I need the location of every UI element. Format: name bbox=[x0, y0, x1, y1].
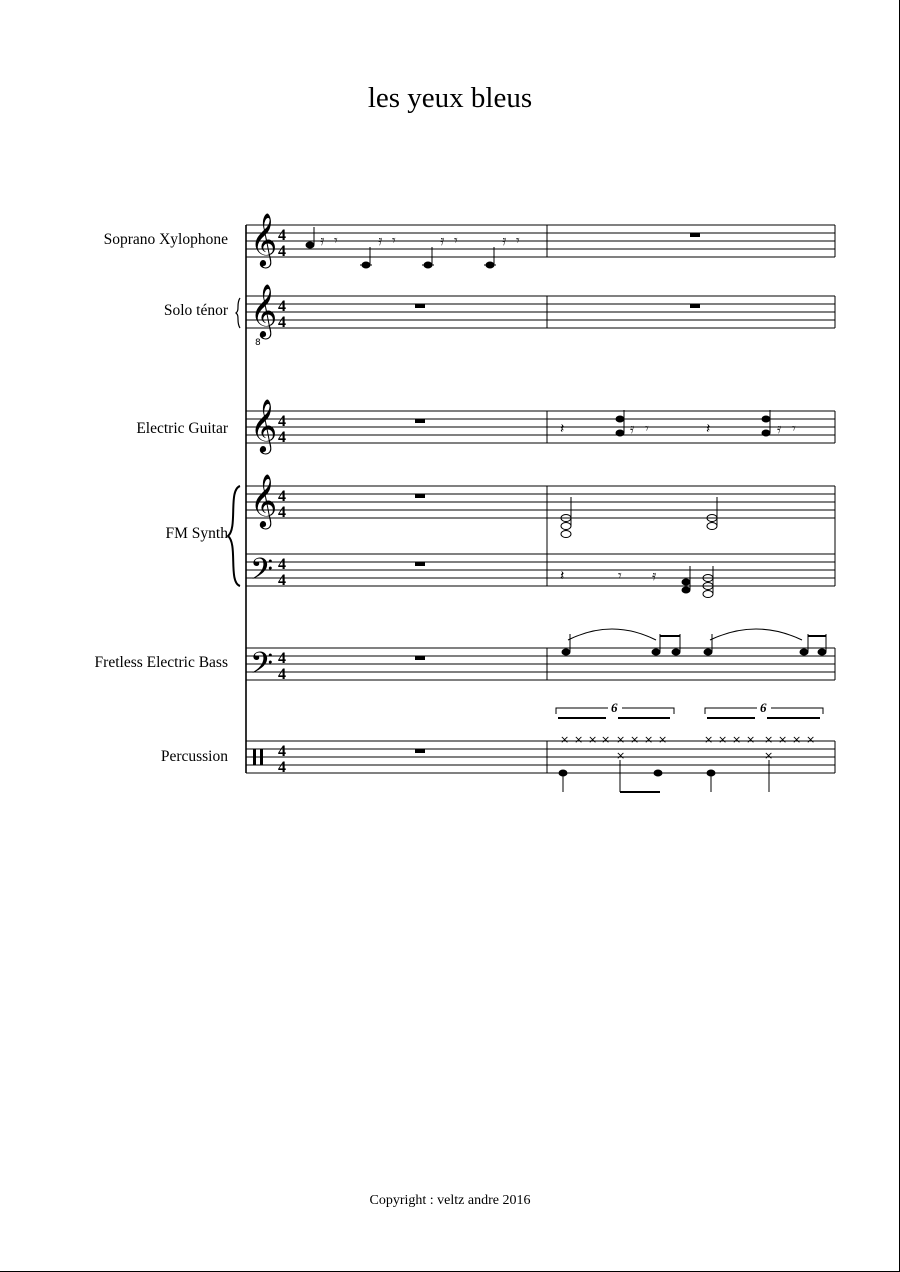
svg-text:4: 4 bbox=[278, 298, 286, 315]
svg-text:×: × bbox=[718, 733, 728, 746]
svg-text:4: 4 bbox=[278, 650, 286, 667]
svg-text:4: 4 bbox=[278, 504, 286, 521]
treble-clef: 𝄞 bbox=[250, 212, 278, 266]
tuplet-label: 6 bbox=[760, 700, 767, 715]
svg-text:×: × bbox=[574, 733, 584, 746]
svg-text:×: × bbox=[630, 733, 640, 746]
svg-text:4: 4 bbox=[278, 227, 286, 244]
svg-text:×: × bbox=[644, 733, 654, 746]
copyright-notice: Copyright : veltz andre 2016 bbox=[369, 1193, 531, 1208]
staff-electric-guitar bbox=[246, 411, 835, 443]
svg-text:𝄾: 𝄾 bbox=[334, 233, 338, 249]
svg-text:×: × bbox=[746, 733, 756, 746]
svg-text:𝄾: 𝄾 bbox=[454, 233, 458, 249]
bass-clef: 𝄢 bbox=[250, 647, 274, 688]
synth-treble-notes bbox=[561, 497, 717, 538]
percussion-tuplets bbox=[556, 708, 823, 714]
svg-text:×: × bbox=[778, 733, 788, 746]
staff-solo-tenor bbox=[246, 296, 835, 328]
svg-text:×: × bbox=[732, 733, 742, 746]
svg-text:×: × bbox=[616, 733, 626, 746]
instrument-name-solo-tenor: Solo ténor bbox=[163, 302, 228, 319]
svg-text:×: × bbox=[601, 733, 611, 746]
instrument-name-percussion: Percussion bbox=[160, 748, 228, 765]
svg-text:𝄿: 𝄿 bbox=[320, 233, 325, 249]
svg-text:4: 4 bbox=[278, 243, 286, 260]
svg-text:4: 4 bbox=[278, 488, 286, 505]
treble-clef: 𝄞 bbox=[250, 283, 278, 337]
svg-text:𝄿: 𝄿 bbox=[630, 421, 635, 437]
svg-text:𝄿: 𝄿 bbox=[502, 233, 507, 249]
svg-text:𝄾: 𝄾 bbox=[792, 421, 796, 437]
svg-text:×: × bbox=[560, 733, 570, 746]
bass-clef: 𝄢 bbox=[250, 553, 274, 594]
svg-text:4: 4 bbox=[278, 666, 286, 683]
bass-ties bbox=[568, 629, 802, 640]
bass-notes bbox=[562, 634, 826, 655]
svg-text:×: × bbox=[658, 733, 668, 746]
svg-text:𝄾: 𝄾 bbox=[392, 233, 396, 249]
svg-text:𝄾: 𝄾 bbox=[516, 233, 520, 249]
svg-text:×: × bbox=[792, 733, 802, 746]
svg-text:×: × bbox=[764, 749, 774, 762]
svg-text:4: 4 bbox=[278, 572, 286, 589]
svg-text:𝄿: 𝄿 bbox=[652, 568, 657, 584]
svg-text:𝄽: 𝄽 bbox=[560, 421, 565, 437]
svg-text:×: × bbox=[616, 749, 626, 762]
score-title: les yeux bleus bbox=[367, 82, 533, 114]
brace bbox=[228, 486, 240, 586]
svg-text:4: 4 bbox=[278, 556, 286, 573]
octave-mark: 8 bbox=[255, 338, 261, 348]
percussion-x-heads bbox=[560, 733, 815, 762]
svg-text:×: × bbox=[704, 733, 714, 746]
staff-fm-synth-bass bbox=[246, 554, 835, 586]
instrument-name-soprano-xylophone: Soprano Xylophone bbox=[103, 231, 228, 248]
svg-text:×: × bbox=[806, 733, 816, 746]
instrument-name-fm-synth: FM Synth bbox=[165, 525, 228, 542]
svg-text:4: 4 bbox=[278, 743, 286, 760]
bracket-small bbox=[236, 298, 240, 328]
whole-rests bbox=[415, 233, 700, 753]
treble-clef: 𝄞 bbox=[250, 398, 278, 452]
instrument-name-fretless-electric-bass: Fretless Electric Bass bbox=[94, 654, 228, 671]
instrument-name-electric-guitar: Electric Guitar bbox=[136, 420, 228, 437]
guitar-notes bbox=[616, 410, 770, 436]
svg-text:×: × bbox=[588, 733, 598, 746]
staff-fretless-bass bbox=[246, 648, 835, 680]
svg-text:4: 4 bbox=[278, 413, 286, 430]
staff-fm-synth-treble bbox=[246, 486, 835, 518]
tuplet-label: 6 bbox=[611, 700, 618, 715]
synth-bass-notes bbox=[682, 566, 713, 598]
svg-text:𝄽: 𝄽 bbox=[560, 568, 565, 584]
svg-text:4: 4 bbox=[278, 314, 286, 331]
svg-text:4: 4 bbox=[278, 759, 286, 776]
time-signatures bbox=[278, 227, 286, 776]
svg-text:𝄾: 𝄾 bbox=[645, 421, 649, 437]
svg-text:𝄿: 𝄿 bbox=[777, 421, 782, 437]
svg-text:×: × bbox=[764, 733, 774, 746]
svg-text:𝄽: 𝄽 bbox=[706, 421, 711, 437]
svg-text:4: 4 bbox=[278, 429, 286, 446]
svg-text:𝄿: 𝄿 bbox=[440, 233, 445, 249]
svg-text:𝄾: 𝄾 bbox=[618, 568, 622, 584]
svg-text:𝄿: 𝄿 bbox=[378, 233, 383, 249]
treble-clef: 𝄞 bbox=[250, 473, 278, 527]
